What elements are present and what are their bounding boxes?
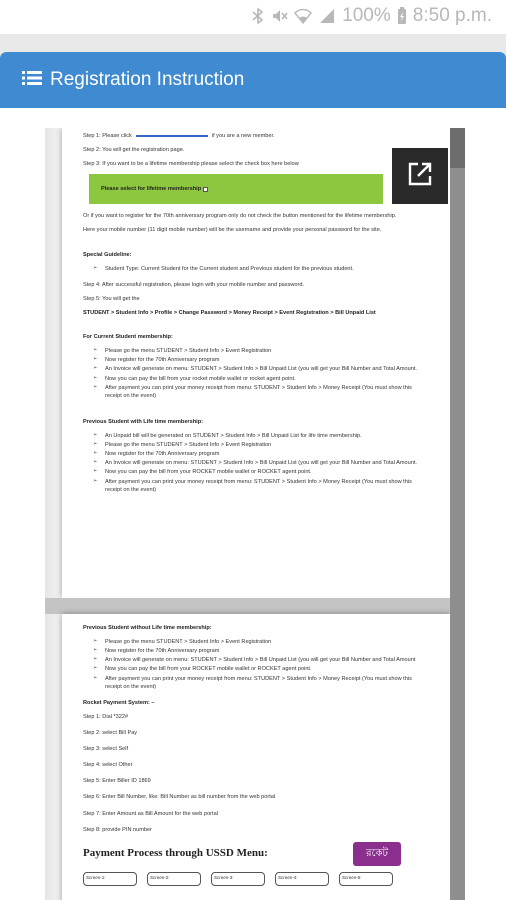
- clock: 8:50 p.m.: [412, 5, 492, 26]
- step-1: Step 1: Please click if you are a new member.: [83, 133, 275, 139]
- rocket-logo: রকেট: [353, 842, 401, 866]
- status-bar: [0, 0, 506, 34]
- click-here-link[interactable]: [136, 135, 208, 137]
- open-in-new-button[interactable]: [392, 148, 448, 204]
- rocket-step: Step 2: select Bill Pay: [83, 729, 138, 736]
- scrollbar[interactable]: [450, 128, 465, 900]
- ussd-screen: Screen-2:: [147, 872, 201, 886]
- bluetooth-icon: [252, 7, 264, 25]
- ussd-screen: Screen-1:: [83, 872, 137, 886]
- current-list: [83, 347, 424, 400]
- ussd-screen: Screen-5:: [339, 872, 393, 886]
- rocket-step: Step 3: select Self: [83, 746, 129, 753]
- viewer-edge: [45, 128, 62, 900]
- previous-list: [83, 432, 424, 494]
- list-item: ➢ Now you can pay the bill from your ROCKET mobile wallet or ROCKET agent point.: [83, 665, 424, 673]
- list-item: ➢ An Invoice will generate on menu: STUDENT > Student Info > Bill Unpaid List (you will get your Bill Number and Total Amount: [83, 656, 424, 664]
- rocket-step: Step 5: Enter Biller ID 1869: [83, 778, 151, 785]
- rocket-step: Step 7: Enter Amount as Bill Amount for the web portal: [83, 810, 218, 817]
- list-item: ➢ Please go the menu STUDENT > Student Info > Event Registration: [83, 441, 424, 449]
- list-item: ➢ An Invoice will generate on menu: STUDENT > Student Info > Bill Unpaid List (you will get your Bill Number and Total Amount.: [83, 459, 424, 467]
- open-in-new-icon: [407, 161, 433, 192]
- ussd-screen: Screen-4:: [275, 872, 329, 886]
- rocket-heading: Rocket Payment System: –: [83, 699, 155, 706]
- battery-icon: [397, 7, 407, 25]
- wifi-icon: [294, 7, 312, 25]
- document-viewer[interactable]: [45, 128, 465, 900]
- list-item: ➢ Please go the menu STUDENT > Student Info > Event Registration: [83, 638, 424, 646]
- mobile-text: Here your mobile number (11 digit mobile number) will be the username and provide your personal password for the site.: [83, 227, 382, 234]
- list-item: ➢ Now register for the 70th Anniversary program: [83, 450, 424, 458]
- page-separator: [45, 598, 465, 614]
- ussd-figure: [83, 842, 401, 866]
- rocket-step: Step 1: Dial *322#: [83, 713, 129, 720]
- list-item: ➢ After payment you can print your money receipt from menu: STUDENT > Student Info > Money Receipt (You must show this receipt on the event): [83, 478, 424, 494]
- step-2: Step 2: You will get the registration page.: [83, 147, 185, 154]
- signal-icon: [318, 7, 336, 25]
- scrollbar-thumb[interactable]: [450, 128, 465, 168]
- list-item: ➢ Now register for the 70th Anniversary program: [83, 356, 424, 364]
- ussd-title: Payment Process through USSD Menu:: [83, 846, 268, 859]
- current-heading: For Current Student membership:: [83, 334, 173, 341]
- previous-heading: Previous Student with Life time membership:: [83, 418, 203, 425]
- without-heading: Previous Student without Life time membership:: [83, 625, 212, 631]
- list-item: ➢ Now you can pay the bill from your rocket mobile wallet or rocket agent point.: [83, 375, 424, 383]
- lifetime-membership-box: Please select for lifetime membership: [89, 174, 383, 204]
- step-3: Step 3: If you want to be a lifetime membership please select the check box here below: [83, 161, 299, 168]
- rocket-step: Step 4: select Other: [83, 762, 133, 769]
- mute-icon: [270, 7, 288, 25]
- rocket-step: Step 8: provide PIN number: [83, 826, 153, 833]
- list-item: ➢ After payment you can print your money receipt from menu: STUDENT > Student Info > Money Receipt (You must show this receipt on the event): [83, 675, 424, 691]
- document-page-2: [62, 614, 450, 900]
- or-text: Or if you want to register for the 70th anniversary program only do not check the button mentioned for the lifetime membership.: [83, 213, 397, 220]
- app-header: [0, 52, 506, 108]
- step-5: Step 5: You will get the: [83, 295, 140, 302]
- ussd-steps: [83, 872, 424, 886]
- battery-percent: 100%: [342, 5, 391, 26]
- special-heading: Special Guideline:: [83, 251, 132, 258]
- list-item: ➢ Now you can pay the bill from your ROCKET mobile wallet or ROCKET agent point.: [83, 468, 424, 476]
- student-type: ➢ Student Type: Current Student for the Current student and Previous student for the previous student.: [83, 265, 424, 273]
- page-title: Registration Instruction: [50, 69, 245, 90]
- list-item: ➢ An Invoice will generate on menu: STUDENT > Student Info > Bill Unpaid List (you will get your Bill Number and Total Amount.: [83, 365, 424, 373]
- nav-path: STUDENT > Student Info > Profile > Change Password > Money Receipt > Event Registration > Bill Unpaid List: [83, 309, 376, 316]
- list-item: ➢ Please go the menu STUDENT > Student Info > Event Registration: [83, 347, 424, 355]
- ussd-screen: Screen-3:: [211, 872, 265, 886]
- status-icons: [252, 5, 492, 27]
- without-list: [83, 638, 424, 691]
- list-item: ➢ Now register for the 70th Anniversary program: [83, 647, 424, 655]
- list-icon[interactable]: [22, 70, 42, 91]
- list-item: ➢ An Unpaid bill will be generated on STUDENT > Student Info > Bill Unpaid List for life time membership.: [83, 432, 424, 440]
- step-4: Step 4: After successful registration, please login with your mobile number and password.: [83, 281, 305, 288]
- list-item: ➢ After payment you can print your money receipt from menu: STUDENT > Student Info > Money Receipt (You must show this receipt on the event): [83, 384, 424, 400]
- rocket-step: Step 6: Enter Bill Number, like: Bill Number as bill number from the web portal: [83, 794, 276, 801]
